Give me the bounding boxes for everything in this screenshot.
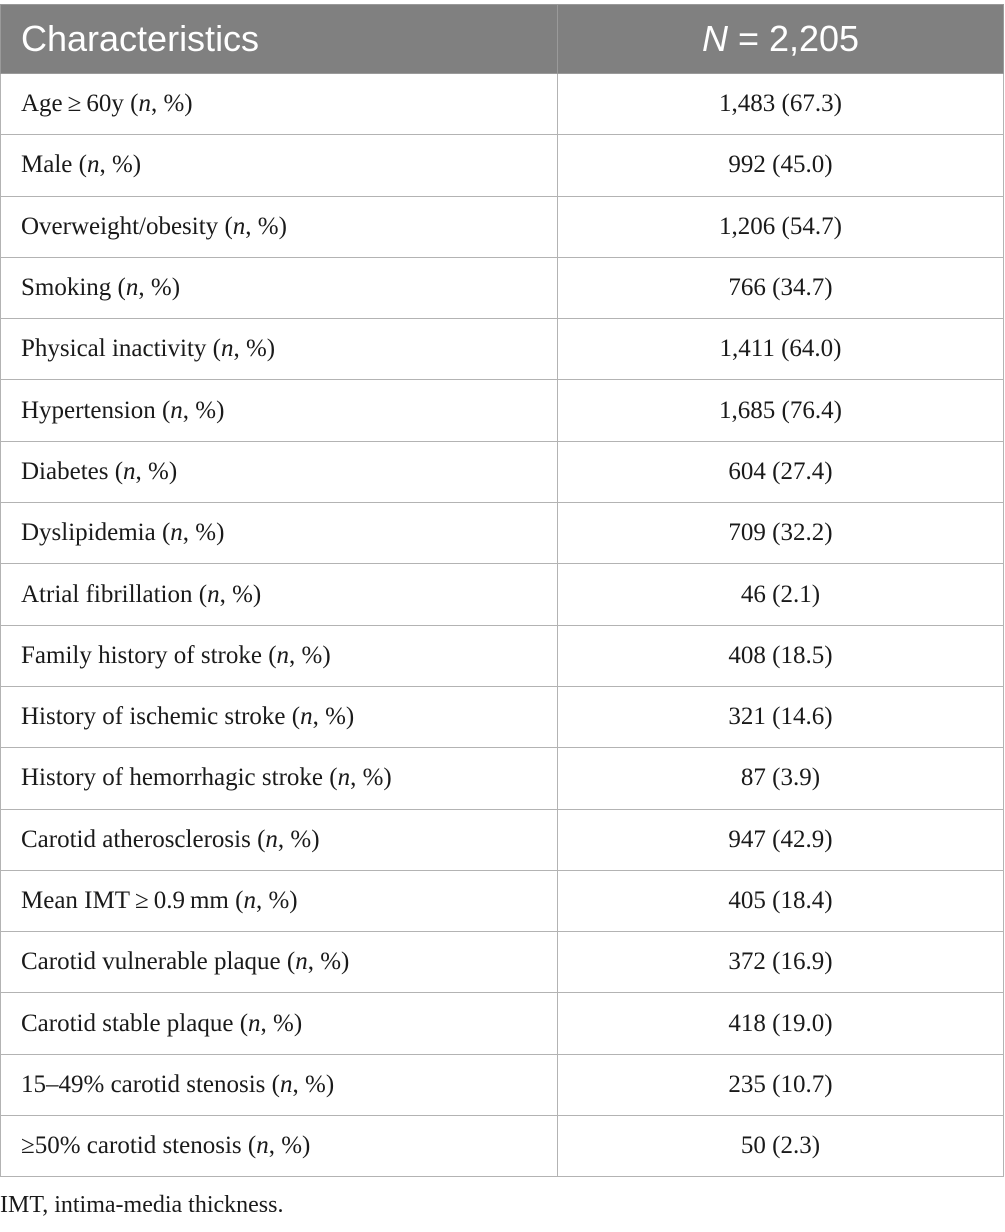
row-suffix-open: ( bbox=[323, 764, 338, 792]
row-suffix-n: n bbox=[207, 580, 220, 608]
row-value: 992 (45.0) bbox=[558, 135, 1004, 196]
row-suffix-open: ( bbox=[111, 274, 126, 302]
row-suffix-open: ( bbox=[218, 212, 233, 240]
row-suffix-n: n bbox=[276, 641, 290, 669]
row-suffix-n: n bbox=[256, 1132, 269, 1160]
row-label-cell bbox=[1, 74, 558, 135]
row-suffix-open: ( bbox=[228, 887, 244, 914]
row-suffix-open: ( bbox=[206, 335, 221, 363]
header-n-symbol: N bbox=[701, 18, 728, 59]
row-label: Smoking bbox=[21, 274, 112, 302]
row-label-cell bbox=[1, 932, 558, 993]
table-row bbox=[1, 748, 1004, 809]
row-label: Male bbox=[21, 151, 73, 179]
row-value: 1,411 (64.0) bbox=[558, 319, 1004, 380]
table-row bbox=[1, 74, 1004, 135]
row-suffix-n: n bbox=[138, 90, 151, 118]
row-label: Hypertension bbox=[21, 396, 156, 424]
row-label-cell bbox=[1, 686, 558, 747]
row-suffix-n: n bbox=[295, 948, 308, 976]
row-suffix-close: , %) bbox=[277, 825, 320, 853]
table-row bbox=[1, 809, 1004, 870]
row-suffix-n: n bbox=[232, 212, 246, 240]
row-label: Age ≥ 60y bbox=[21, 90, 124, 118]
row-suffix-open: ( bbox=[192, 580, 208, 608]
row-suffix-close: , %) bbox=[268, 1132, 311, 1160]
row-suffix-close: , %) bbox=[150, 90, 193, 118]
row-label-cell bbox=[1, 441, 558, 502]
row-label-cell bbox=[1, 503, 558, 564]
row-suffix-open: ( bbox=[155, 396, 171, 424]
row-value: 87 (3.9) bbox=[558, 748, 1004, 809]
table-row bbox=[1, 870, 1004, 931]
row-value: 372 (16.9) bbox=[558, 932, 1004, 993]
table-body bbox=[1, 74, 1004, 1177]
row-suffix-n: n bbox=[280, 1070, 293, 1098]
row-label-cell bbox=[1, 1054, 558, 1115]
row-value: 1,685 (76.4) bbox=[558, 380, 1004, 441]
row-value: 405 (18.4) bbox=[558, 870, 1004, 931]
row-suffix-open: ( bbox=[250, 825, 266, 853]
row-suffix-n: n bbox=[220, 335, 234, 363]
row-label-cell bbox=[1, 809, 558, 870]
row-suffix-close: , %) bbox=[99, 151, 142, 179]
row-suffix-open: ( bbox=[285, 703, 301, 731]
row-value: 766 (34.7) bbox=[558, 257, 1004, 318]
row-value: 46 (2.1) bbox=[558, 564, 1004, 625]
row-suffix-open: ( bbox=[233, 1009, 249, 1037]
row-suffix-close: , %) bbox=[182, 519, 225, 547]
row-label: Diabetes bbox=[21, 457, 109, 485]
row-suffix-open: ( bbox=[280, 948, 296, 976]
row-label-cell bbox=[1, 625, 558, 686]
row-suffix-n: n bbox=[300, 703, 313, 731]
table-row bbox=[1, 257, 1004, 318]
row-label: History of ischemic stroke bbox=[21, 703, 286, 731]
table-row bbox=[1, 196, 1004, 257]
row-value: 50 (2.3) bbox=[558, 1116, 1004, 1177]
row-suffix-open: ( bbox=[108, 457, 124, 485]
characteristics-table bbox=[0, 4, 1004, 1177]
row-label: Overweight/obesity bbox=[21, 212, 219, 240]
row-suffix-n: n bbox=[248, 1009, 261, 1037]
table-row bbox=[1, 625, 1004, 686]
row-suffix-close: , %) bbox=[292, 1070, 335, 1098]
table-row bbox=[1, 441, 1004, 502]
row-label: Atrial fibrillation bbox=[21, 580, 193, 608]
row-value: 408 (18.5) bbox=[558, 625, 1004, 686]
header-characteristics: Characteristics bbox=[1, 5, 558, 74]
row-suffix-n: n bbox=[170, 519, 183, 547]
row-label: Carotid atherosclerosis bbox=[21, 825, 251, 853]
row-label: Carotid vulnerable plaque bbox=[21, 948, 281, 976]
row-suffix-n: n bbox=[170, 396, 183, 424]
table-row bbox=[1, 932, 1004, 993]
row-suffix-close: , %) bbox=[138, 274, 181, 302]
row-suffix-n: n bbox=[86, 151, 100, 179]
row-value: 321 (14.6) bbox=[558, 686, 1004, 747]
row-label-cell bbox=[1, 748, 558, 809]
row-suffix-close: , %) bbox=[255, 887, 298, 914]
row-value: 604 (27.4) bbox=[558, 441, 1004, 502]
table-row bbox=[1, 564, 1004, 625]
row-suffix-open: ( bbox=[72, 151, 87, 179]
row-label: Dyslipidemia bbox=[21, 519, 156, 547]
table-footnote: IMT, intima-media thickness. bbox=[0, 1192, 284, 1218]
characteristics-table-container bbox=[0, 4, 1003, 1177]
row-value: 235 (10.7) bbox=[558, 1054, 1004, 1115]
row-suffix-n: n bbox=[337, 764, 351, 792]
row-value: 947 (42.9) bbox=[558, 809, 1004, 870]
row-value: 709 (32.2) bbox=[558, 503, 1004, 564]
table-row bbox=[1, 503, 1004, 564]
row-label: Family history of stroke bbox=[21, 641, 262, 669]
table-row bbox=[1, 993, 1004, 1054]
row-suffix-open: ( bbox=[241, 1132, 257, 1160]
row-suffix-close: , %) bbox=[350, 764, 392, 792]
row-label-cell bbox=[1, 135, 558, 196]
row-value: 1,483 (67.3) bbox=[558, 74, 1004, 135]
row-suffix-close: , %) bbox=[182, 396, 225, 424]
row-suffix-n: n bbox=[243, 887, 256, 914]
row-label-cell bbox=[1, 196, 558, 257]
table-header-row bbox=[1, 5, 1004, 74]
header-sample-size bbox=[558, 5, 1004, 74]
row-value: 418 (19.0) bbox=[558, 993, 1004, 1054]
header-n-value: = 2,205 bbox=[727, 18, 860, 59]
table-row bbox=[1, 1116, 1004, 1177]
table-row bbox=[1, 686, 1004, 747]
row-label-cell bbox=[1, 319, 558, 380]
table-row bbox=[1, 319, 1004, 380]
row-label: Mean IMT ≥ 0.9 mm bbox=[21, 887, 229, 914]
row-label: Physical inactivity bbox=[21, 335, 207, 363]
row-value: 1,206 (54.7) bbox=[558, 196, 1004, 257]
row-suffix-n: n bbox=[265, 825, 278, 853]
row-suffix-open: ( bbox=[261, 641, 277, 669]
table-row bbox=[1, 1054, 1004, 1115]
row-suffix-n: n bbox=[123, 457, 136, 485]
row-label-cell bbox=[1, 380, 558, 441]
row-suffix-close: , %) bbox=[260, 1009, 303, 1037]
row-label-cell bbox=[1, 564, 558, 625]
row-suffix-open: ( bbox=[155, 519, 171, 547]
table-row bbox=[1, 135, 1004, 196]
row-label: 15–49% carotid stenosis bbox=[21, 1070, 266, 1098]
row-suffix-n: n bbox=[125, 274, 139, 302]
row-suffix-close: , %) bbox=[312, 703, 355, 731]
row-label: History of hemorrhagic stroke bbox=[21, 764, 324, 792]
row-label-cell bbox=[1, 257, 558, 318]
row-suffix-close: , %) bbox=[135, 457, 178, 485]
row-suffix-close: , %) bbox=[307, 948, 350, 976]
row-suffix-open: ( bbox=[123, 90, 139, 118]
row-label-cell bbox=[1, 870, 558, 931]
row-suffix-close: , %) bbox=[289, 641, 331, 669]
row-suffix-close: , %) bbox=[233, 335, 276, 363]
row-suffix-close: , %) bbox=[219, 580, 262, 608]
row-suffix-open: ( bbox=[265, 1070, 280, 1098]
row-label-cell bbox=[1, 993, 558, 1054]
row-suffix-close: , %) bbox=[245, 212, 287, 240]
row-label-cell bbox=[1, 1116, 558, 1177]
row-label: Carotid stable plaque bbox=[21, 1009, 234, 1037]
table-row bbox=[1, 380, 1004, 441]
row-label: ≥50% carotid stenosis bbox=[21, 1132, 242, 1160]
